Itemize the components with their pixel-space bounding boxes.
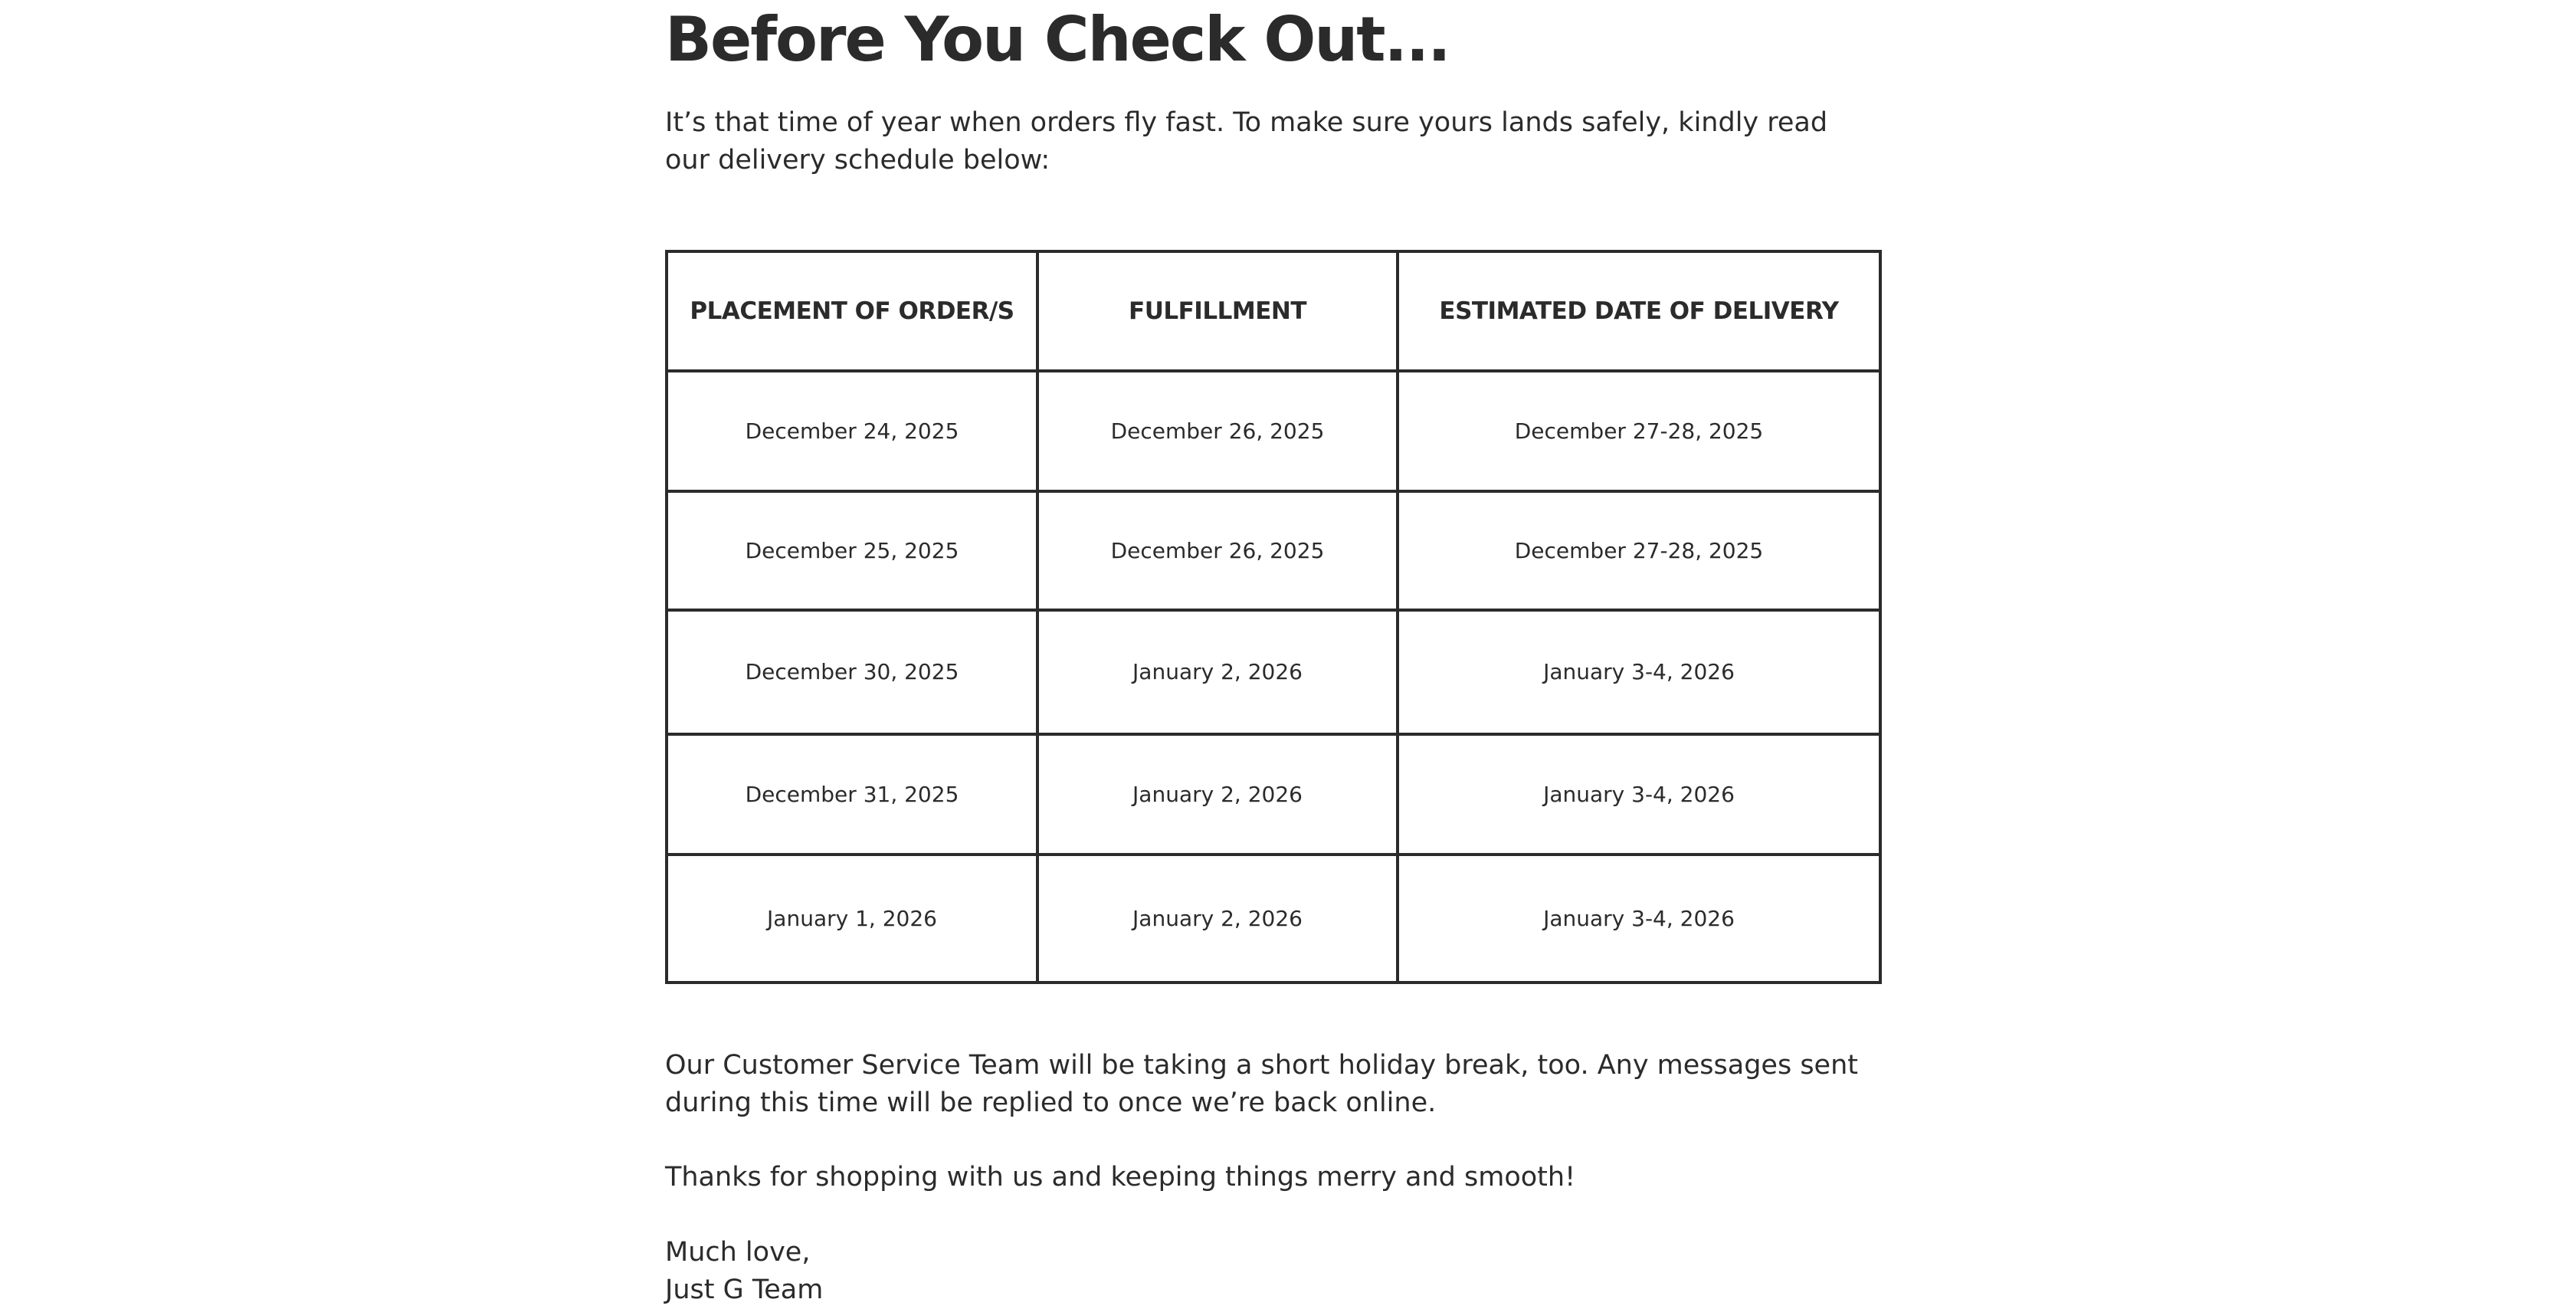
cell-estimated-delivery: December 27-28, 2025 [1398,371,1880,491]
signoff [665,1234,1860,1309]
page-title: Before You Check Out... [665,4,1450,75]
cell-fulfillment: January 2, 2026 [1037,734,1398,855]
cell-fulfillment: January 2, 2026 [1037,610,1398,735]
table-row [667,371,1880,491]
customer-service-note: Our Customer Service Team will be taking a short holiday break, too. Any messages sent during this time will be replied to once we’re back online. [665,1050,1858,1118]
cell-placement: December 24, 2025 [667,371,1037,491]
cell-placement: December 31, 2025 [667,734,1037,855]
column-header-fulfillment: FULFILLMENT [1037,251,1398,371]
cell-placement: December 30, 2025 [667,610,1037,735]
cell-estimated-delivery: December 27-28, 2025 [1398,491,1880,610]
table-row [667,610,1880,735]
table-row [667,491,1880,610]
cell-estimated-delivery: January 3-4, 2026 [1398,734,1880,855]
cell-fulfillment: January 2, 2026 [1037,855,1398,983]
cell-placement: January 1, 2026 [667,855,1037,983]
signoff-line-1: Much love, [665,1237,811,1268]
cell-fulfillment: December 26, 2025 [1037,491,1398,610]
cell-estimated-delivery: January 3-4, 2026 [1398,610,1880,735]
table-row [667,734,1880,855]
column-header-estimated-delivery: ESTIMATED DATE OF DELIVERY [1398,251,1880,371]
signoff-line-2: Just G Team [665,1275,824,1305]
intro-paragraph: It’s that time of year when orders fly fast. To make sure yours lands safely, kindly read our delivery schedule below: [665,107,1828,176]
cell-placement: December 25, 2025 [667,491,1037,610]
column-header-placement: PLACEMENT OF ORDER/S [667,251,1037,371]
thanks-note: Thanks for shopping with us and keeping things merry and smooth! [665,1162,1576,1193]
cell-fulfillment: December 26, 2025 [1037,371,1398,491]
table-header-row [667,251,1880,371]
delivery-schedule-table [665,250,1882,984]
cell-estimated-delivery: January 3-4, 2026 [1398,855,1880,983]
table-row [667,855,1880,983]
